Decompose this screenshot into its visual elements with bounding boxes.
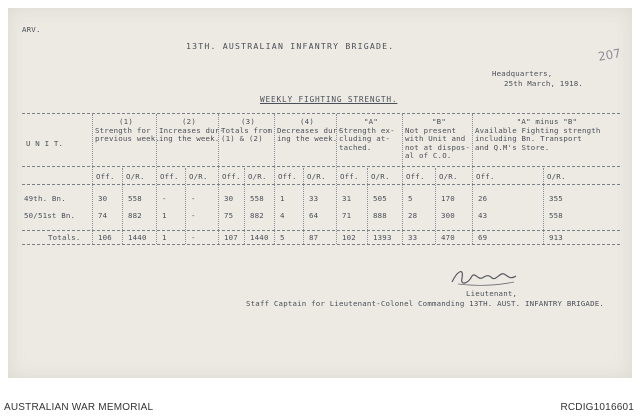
subheader-other-ranks: O/R. <box>126 172 145 181</box>
signature-rank: Lieutenant, <box>466 289 518 298</box>
subheader-other-ranks: O/R. <box>307 172 326 181</box>
table-cell: - <box>162 194 167 203</box>
table-cell: 26 <box>478 194 488 203</box>
column-header-text: Decreases dur- <box>277 126 343 135</box>
column-header-text: and Q.M's Store. <box>475 142 550 152</box>
table-cell: - <box>191 233 196 242</box>
column-header-text: ing the week. <box>277 134 338 144</box>
column-header-text: including Bn. Transport <box>475 134 582 144</box>
table-cell: 33 <box>408 233 418 242</box>
subheader-officers: Off. <box>406 172 425 181</box>
subheader-officers: Off. <box>160 172 179 181</box>
table-cell: 470 <box>441 233 455 242</box>
table-cell: 64 <box>309 211 319 220</box>
form-title: WEEKLY FIGHTING STRENGTH. <box>260 95 398 104</box>
handwritten-signature <box>448 264 518 290</box>
table-cell: 87 <box>309 233 319 242</box>
column-header-number: "A" minus "B" <box>516 117 578 126</box>
column-header-text: cluding at- <box>339 134 391 144</box>
table-cell: 28 <box>408 211 418 220</box>
column-separator <box>472 114 473 244</box>
table-cell: 30 <box>98 194 108 203</box>
column-header-text: Totals from <box>221 126 273 135</box>
column-header-text: (1) & (2) <box>221 134 263 144</box>
column-header-number: (2) <box>182 117 196 126</box>
column-header-text: with Unit and <box>405 134 466 144</box>
table-cell: 170 <box>441 194 455 203</box>
table-cell: 1440 <box>128 233 147 242</box>
table-cell: 33 <box>309 194 319 203</box>
subheader-officers: Off. <box>278 172 297 181</box>
subheader-other-ranks: O/R. <box>439 172 458 181</box>
column-header-text: Strength ex- <box>339 126 395 135</box>
signoff-line: Staff Captain for Lieutenant-Colonel Commanding 13TH. AUST. INFANTRY BRIGADE. <box>246 299 605 308</box>
column-header-text: previous week. <box>95 134 161 144</box>
table-cell: 1393 <box>373 233 392 242</box>
archive-name: AUSTRALIAN WAR MEMORIAL <box>4 402 154 413</box>
table-cell: 505 <box>373 194 387 203</box>
table-cell: 558 <box>250 194 264 203</box>
column-header-text: al of C.O. <box>405 151 452 161</box>
table-cell: 1 <box>162 211 167 220</box>
subcolumn-separator <box>244 168 245 244</box>
subheader-officers: Off. <box>96 172 115 181</box>
table-cell: 71 <box>342 211 352 220</box>
subheader-other-ranks: O/R. <box>371 172 390 181</box>
subheader-rule <box>22 184 620 185</box>
column-header-text: Increases dur- <box>159 126 225 135</box>
column-header-text: Strength for <box>95 126 151 135</box>
subheader-officers: Off. <box>340 172 359 181</box>
table-cell: 69 <box>478 233 488 242</box>
table-cell: 913 <box>549 233 563 242</box>
location-line: Headquarters, <box>492 69 553 78</box>
table-cell: 888 <box>373 211 387 220</box>
totals-label: Totals. <box>48 233 81 242</box>
header-rule <box>22 166 620 167</box>
table-cell: 30 <box>224 194 234 203</box>
table-cell: - <box>191 211 196 220</box>
table-cell: 558 <box>549 211 563 220</box>
table-cell: 300 <box>441 211 455 220</box>
table-row-unit: 50/51st Bn. <box>24 211 76 220</box>
column-separator <box>274 114 275 244</box>
table-cell: 31 <box>342 194 352 203</box>
table-cell: 355 <box>549 194 563 203</box>
column-header-number: "B" <box>432 117 446 126</box>
table-cell: 102 <box>342 233 356 242</box>
subcolumn-separator <box>543 168 544 244</box>
table-cell: 43 <box>478 211 488 220</box>
table-cell: 5 <box>408 194 413 203</box>
column-separator <box>92 114 93 244</box>
brigade-heading: 13TH. AUSTRALIAN INFANTRY BRIGADE. <box>186 41 395 51</box>
archive-footer <box>0 382 640 418</box>
table-cell: 74 <box>98 211 108 220</box>
table-cell: 558 <box>128 194 142 203</box>
column-header-number: (3) <box>241 117 255 126</box>
subheader-officers: Off. <box>222 172 241 181</box>
document-sheet <box>8 8 632 378</box>
subcolumn-separator <box>367 168 368 244</box>
folio-stamp: 207 <box>596 46 622 64</box>
table-cell: 882 <box>128 211 142 220</box>
column-header-text: tached. <box>339 142 372 152</box>
table-cell: 1 <box>280 194 285 203</box>
table-cell: 1440 <box>250 233 269 242</box>
subcolumn-separator <box>303 168 304 244</box>
subheader-other-ranks: O/R. <box>248 172 267 181</box>
archive-id: RCDIG1016601 <box>560 402 634 413</box>
table-cell: 107 <box>224 233 238 242</box>
reference-code: ARV. <box>22 25 41 34</box>
subheader-other-ranks: O/R. <box>547 172 566 181</box>
unit-label: U N I T. <box>26 139 64 148</box>
column-header-text: Not present <box>405 126 457 135</box>
column-header-text: not at dispos- <box>405 142 471 152</box>
subcolumn-separator <box>435 168 436 244</box>
subcolumn-separator <box>185 168 186 244</box>
table-top-rule <box>22 113 620 114</box>
subheader-other-ranks: O/R. <box>189 172 208 181</box>
column-header-number: "A" <box>364 117 378 126</box>
column-header-number: (4) <box>300 117 314 126</box>
column-header-number: (1) <box>119 117 133 126</box>
column-header-text: Available Fighting strength <box>475 126 601 135</box>
table-row-unit: 49th. Bn. <box>24 194 66 203</box>
column-separator <box>402 114 403 244</box>
table-cell: 1 <box>162 233 167 242</box>
date-line: 25th March, 1918. <box>504 79 584 88</box>
totals-bottom-rule <box>22 244 620 245</box>
table-cell: 75 <box>224 211 234 220</box>
table-cell: 5 <box>280 233 285 242</box>
subheader-officers: Off. <box>476 172 495 181</box>
table-cell: 106 <box>98 233 112 242</box>
table-cell: - <box>191 194 196 203</box>
table-cell: 4 <box>280 211 285 220</box>
table-cell: 882 <box>250 211 264 220</box>
subcolumn-separator <box>122 168 123 244</box>
column-header-text: ing the week. <box>159 134 220 144</box>
totals-top-rule <box>22 230 620 231</box>
